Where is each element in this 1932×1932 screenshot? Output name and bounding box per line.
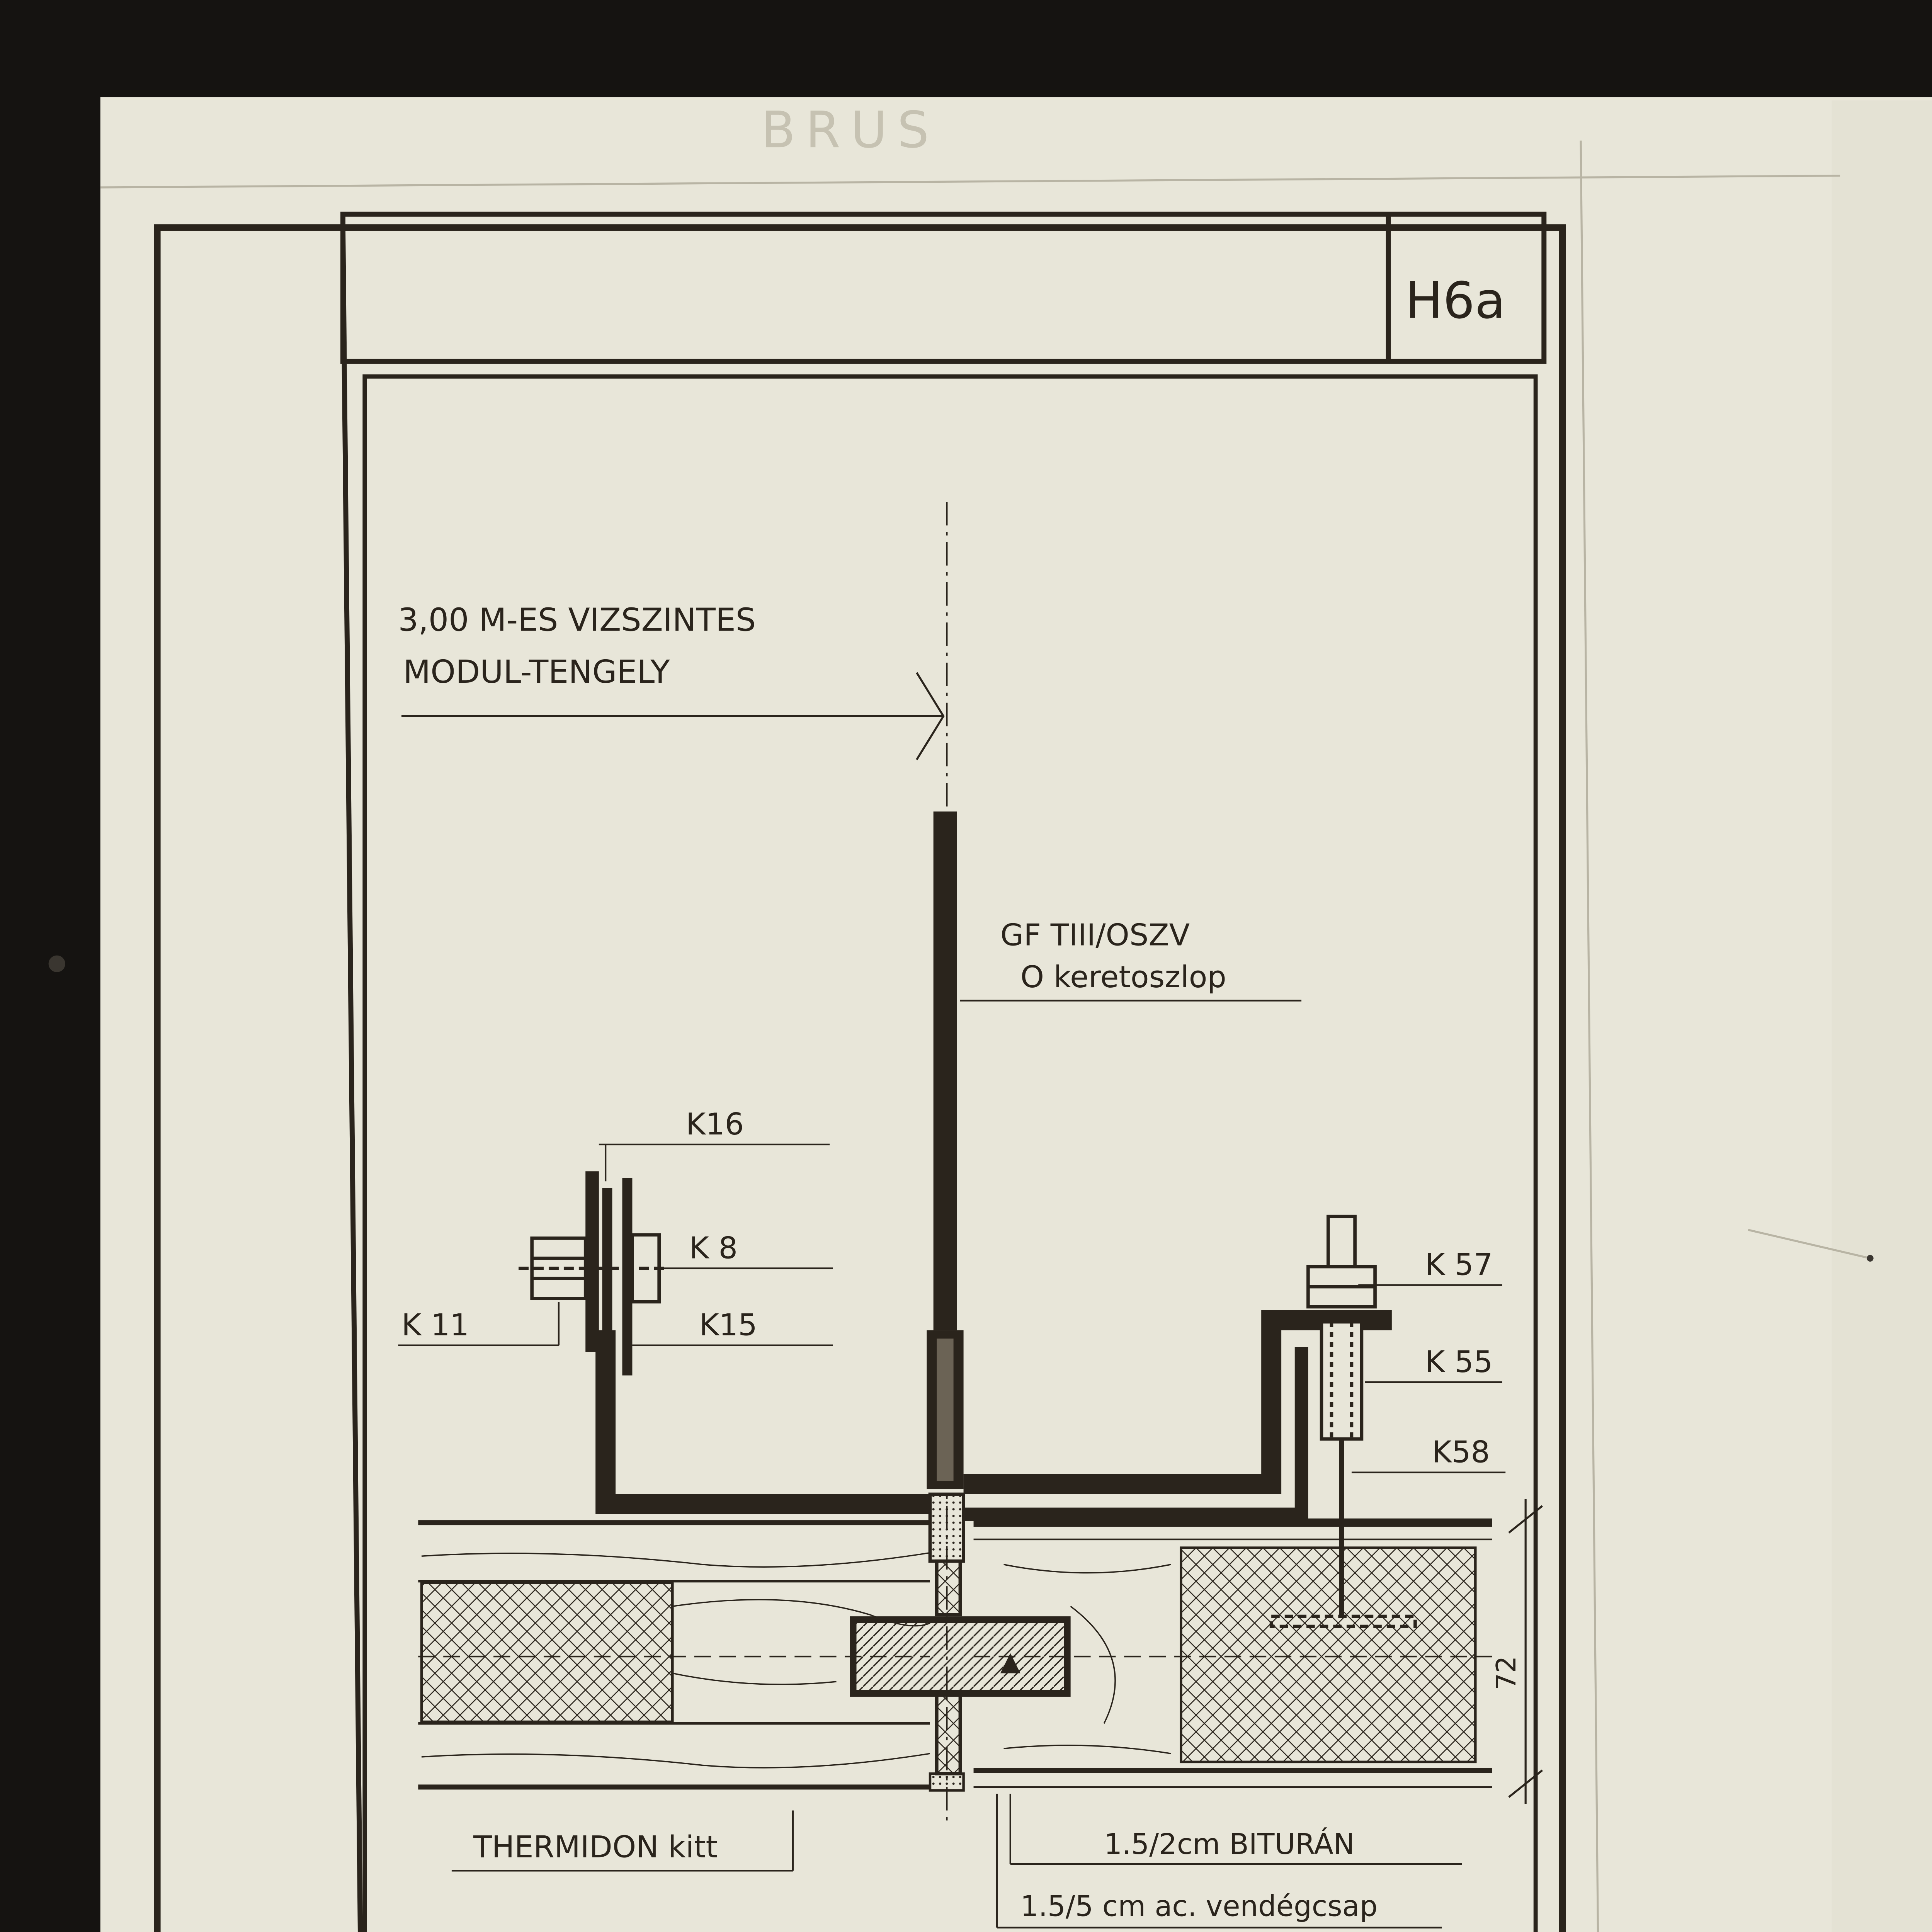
label-thermidon: THERMIDON kitt	[473, 1830, 718, 1865]
axis-label-line1: 3,00 M-ES VIZSZINTES	[398, 602, 756, 639]
column-label-line2: O keretoszlop	[1020, 959, 1226, 995]
steel-dowel	[853, 1620, 1067, 1694]
joint-kitt-middle	[937, 1561, 960, 1615]
thickness-value: 72	[1491, 1656, 1522, 1690]
label-bituran: 1.5/2cm BITURÁN	[1104, 1828, 1355, 1861]
paper-shadow	[1832, 100, 1932, 1932]
joint-kitt-top	[930, 1494, 964, 1561]
pencil-note: BRUS	[761, 100, 939, 160]
label-k58: K58	[1432, 1435, 1490, 1470]
label-k15: K15	[699, 1308, 757, 1343]
joint-kitt-bottom	[937, 1693, 960, 1774]
label-vendegcsap: 1.5/5 cm ac. vendégcsap	[1020, 1890, 1378, 1923]
axis-label-line2: MODUL-TENGELY	[403, 653, 670, 690]
right-insulation	[1181, 1548, 1475, 1762]
left-insulation	[422, 1583, 672, 1722]
label-k8: K 8	[689, 1231, 738, 1266]
label-k16: K16	[685, 1107, 744, 1142]
joint-kitt-end	[930, 1774, 964, 1790]
label-k55: K 55	[1425, 1344, 1493, 1379]
sheet-code: H6a	[1405, 271, 1506, 330]
label-k11: K 11	[401, 1308, 469, 1343]
label-k57: K 57	[1425, 1247, 1493, 1282]
column-label-line1: GF TIII/OSZV	[1000, 918, 1190, 953]
